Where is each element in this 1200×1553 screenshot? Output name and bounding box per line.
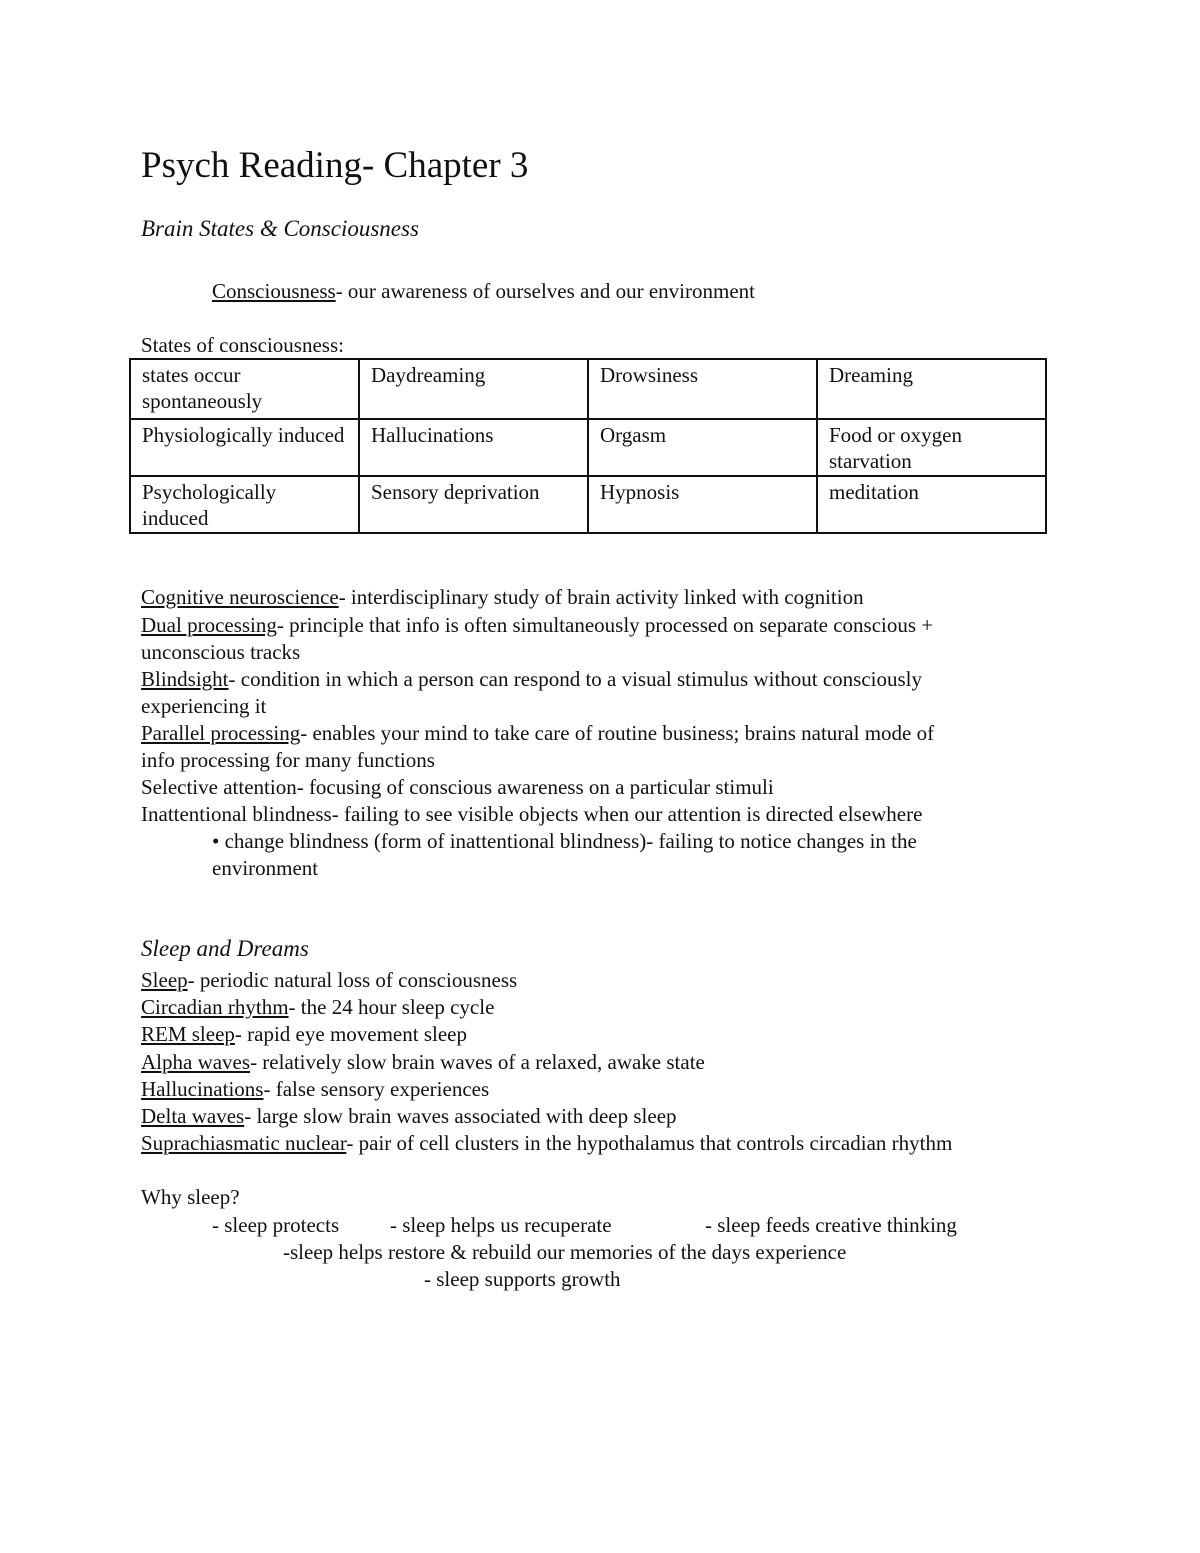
def-dual-processing-cont: unconscious tracks	[141, 640, 301, 664]
table-cell: states occur spontaneously	[130, 359, 359, 419]
table-cell: Food or oxygen starvation	[817, 419, 1046, 476]
section-heading-brain-states: Brain States & Consciousness	[141, 216, 419, 241]
table-cell: Hypnosis	[588, 476, 817, 533]
section-heading-sleep-dreams: Sleep and Dreams	[141, 936, 309, 961]
definition-blindsight	[141, 666, 922, 693]
def-blindsight: - condition in which a person can respond to a visual stimulus without consciously	[228, 667, 923, 691]
term-delta-waves: Delta waves	[141, 1104, 245, 1128]
table-cell: Psychologically induced	[130, 476, 359, 533]
definition-rem-sleep	[141, 1021, 467, 1048]
def-delta-waves: - large slow brain waves associated with deep sleep	[244, 1104, 677, 1128]
table-row	[130, 359, 1046, 419]
bullet-change-blindness: • change blindness (form of inattentional blindness)- failing to notice changes in the	[212, 829, 917, 853]
table-cell: Daydreaming	[359, 359, 588, 419]
table-cell: Drowsiness	[588, 359, 817, 419]
bullet-change-blindness-cont: environment	[212, 856, 319, 880]
def-dual-processing: - principle that info is often simultaneously processed on separate conscious +	[276, 613, 934, 637]
definition-circadian-rhythm	[141, 994, 494, 1021]
def-suprachiasmatic: - pair of cell clusters in the hypothalamus that controls circadian rhythm	[346, 1131, 953, 1155]
table-row	[130, 476, 1046, 533]
definition-parallel-processing	[141, 720, 934, 747]
reason-creative: - sleep feeds creative thinking	[705, 1213, 957, 1237]
term-blindsight: Blindsight	[141, 667, 229, 691]
definition-consciousness	[212, 278, 755, 305]
def-rem-sleep: - rapid eye movement sleep	[234, 1022, 467, 1046]
definition-cognitive-neuroscience	[141, 584, 864, 611]
term-suprachiasmatic: Suprachiasmatic nuclear	[141, 1131, 347, 1155]
def-circadian-rhythm: - the 24 hour sleep cycle	[288, 995, 495, 1019]
def-sleep: - periodic natural loss of consciousness	[187, 968, 518, 992]
term-dual-processing: Dual processing	[141, 613, 277, 637]
definition-inattentional-blindness: Inattentional blindness- failing to see visible objects when our attention is directed elsewhere	[141, 802, 923, 826]
definition-suprachiasmatic	[141, 1130, 952, 1157]
states-table	[129, 358, 1047, 534]
definition-alpha-waves	[141, 1049, 705, 1076]
term-circadian-rhythm: Circadian rhythm	[141, 995, 289, 1019]
table-cell: meditation	[817, 476, 1046, 533]
page-title: Psych Reading- Chapter 3	[141, 145, 529, 186]
term-rem-sleep: REM sleep	[141, 1022, 235, 1046]
term-cognitive-neuroscience: Cognitive neuroscience	[141, 585, 339, 609]
reason-growth: - sleep supports growth	[424, 1267, 621, 1291]
why-sleep-question: Why sleep?	[141, 1185, 240, 1209]
table-cell: Sensory deprivation	[359, 476, 588, 533]
term-alpha-waves: Alpha waves	[141, 1050, 251, 1074]
def-alpha-waves: - relatively slow brain waves of a relaxed, awake state	[250, 1050, 705, 1074]
states-label: States of consciousness:	[141, 333, 344, 357]
table-cell: Orgasm	[588, 419, 817, 476]
table-row	[130, 419, 1046, 476]
table-cell: Dreaming	[817, 359, 1046, 419]
def-cognitive-neuroscience: - interdisciplinary study of brain activity linked with cognition	[338, 585, 864, 609]
term-hallucinations: Hallucinations	[141, 1077, 264, 1101]
definition-selective-attention: Selective attention- focusing of conscious awareness on a particular stimuli	[141, 775, 774, 799]
def-blindsight-cont: experiencing it	[141, 694, 267, 718]
reason-memories: -sleep helps restore & rebuild our memories of the days experience	[283, 1240, 847, 1264]
definition-sleep	[141, 967, 517, 994]
def-parallel-processing: - enables your mind to take care of routine business; brains natural mode of	[300, 721, 935, 745]
definition-delta-waves	[141, 1103, 677, 1130]
def-hallucinations: - false sensory experiences	[263, 1077, 490, 1101]
definition-hallucinations	[141, 1076, 489, 1103]
term-parallel-processing: Parallel processing	[141, 721, 301, 745]
definition-dual-processing	[141, 612, 933, 639]
reason-protects: - sleep protects	[212, 1213, 340, 1237]
table-cell: Physiologically induced	[130, 419, 359, 476]
def-parallel-processing-cont: info processing for many functions	[141, 748, 435, 772]
table-cell: Hallucinations	[359, 419, 588, 476]
reason-recuperate: - sleep helps us recuperate	[390, 1213, 612, 1237]
def-consciousness: - our awareness of ourselves and our environment	[335, 279, 755, 303]
term-consciousness: Consciousness	[212, 279, 336, 303]
term-sleep: Sleep	[141, 968, 188, 992]
